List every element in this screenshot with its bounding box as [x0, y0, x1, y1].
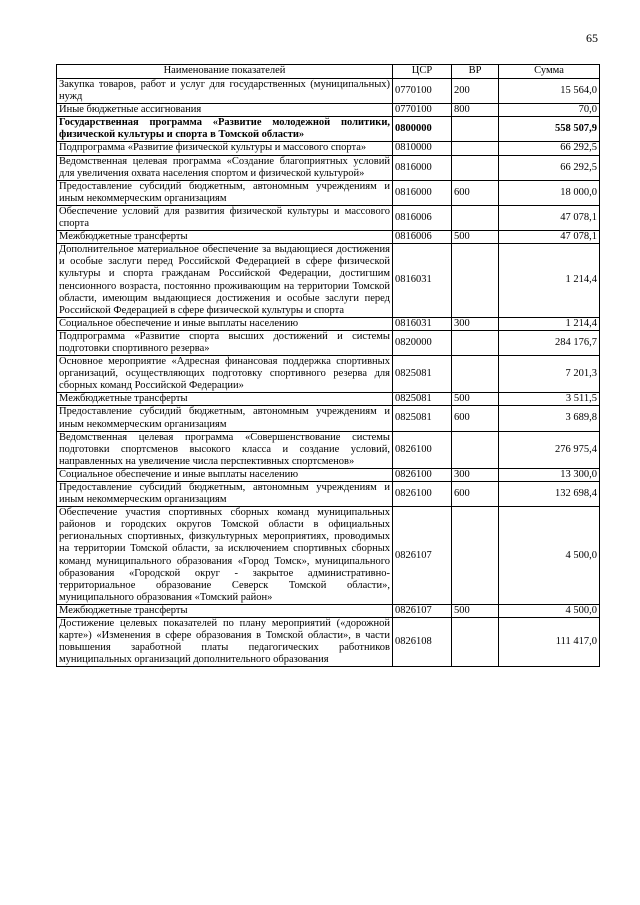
table-row [57, 104, 600, 117]
row-sum-cell: 4 500,0 [499, 507, 600, 605]
row-vr-cell [452, 618, 499, 667]
table-header-row [57, 65, 600, 79]
row-code-cell: 0816006 [393, 205, 452, 230]
row-name-cell: Подпрограмма «Развитие физической культуры и массового спорта» [57, 142, 393, 155]
row-vr-cell: 300 [452, 468, 499, 481]
table-row [57, 393, 600, 406]
table-row [57, 317, 600, 330]
row-sum-cell: 284 176,7 [499, 330, 600, 355]
row-name-cell: Обеспечение условий для развития физической культуры и массового спорта [57, 205, 393, 230]
row-vr-cell [452, 330, 499, 355]
row-sum-cell: 18 000,0 [499, 180, 600, 205]
row-code-cell: 0825081 [393, 393, 452, 406]
row-sum-cell: 1 214,4 [499, 317, 600, 330]
row-sum-cell: 13 300,0 [499, 468, 600, 481]
page-number: 65 [586, 31, 598, 45]
row-name-cell: Межбюджетные трансферты [57, 393, 393, 406]
row-vr-cell: 600 [452, 406, 499, 431]
row-name-cell: Ведомственная целевая программа «Создание благоприятных условий для увеличения охвата населения спортом и физической культурой» [57, 155, 393, 180]
row-vr-cell [452, 356, 499, 393]
row-name-cell: Обеспечение участия спортивных сборных команд муниципальных районов и городских округов Томской области в официальных региональных спортивных, физкультурных мероприятиях, проводимых на территории Томской области, за исключением спортивных сборных команд муниципального образования «Город Томск», муниципального образования «Городской округ - закрытое административно-территориальное образование Северск Томской области», муниципального образования «Томский район» [57, 507, 393, 605]
row-code-cell: 0770100 [393, 79, 452, 104]
row-sum-cell: 70,0 [499, 104, 600, 117]
row-code-cell: 0826100 [393, 468, 452, 481]
row-sum-cell: 15 564,0 [499, 79, 600, 104]
row-name-cell: Социальное обеспечение и иные выплаты населению [57, 468, 393, 481]
header-name: Наименование показателей [57, 65, 393, 79]
header-vr: ВР [452, 65, 499, 79]
row-code-cell: 0825081 [393, 406, 452, 431]
table-row [57, 142, 600, 155]
row-code-cell: 0826100 [393, 431, 452, 468]
row-name-cell: Социальное обеспечение и иные выплаты населению [57, 317, 393, 330]
row-sum-cell: 66 292,5 [499, 155, 600, 180]
row-vr-cell [452, 244, 499, 318]
row-sum-cell: 558 507,9 [499, 117, 600, 142]
row-name-cell: Предоставление субсидий бюджетным, автономным учреждениям и иным некоммерческим организациям [57, 406, 393, 431]
row-name-cell: Подпрограмма «Развитие спорта высших достижений и системы подготовки спортивного резерва» [57, 330, 393, 355]
table-row [57, 244, 600, 318]
row-sum-cell: 132 698,4 [499, 482, 600, 507]
row-code-cell: 0820000 [393, 330, 452, 355]
row-sum-cell: 276 975,4 [499, 431, 600, 468]
row-code-cell: 0826108 [393, 618, 452, 667]
row-vr-cell [452, 507, 499, 605]
row-sum-cell: 47 078,1 [499, 205, 600, 230]
header-code: ЦСР [393, 65, 452, 79]
row-sum-cell: 111 417,0 [499, 618, 600, 667]
table-row [57, 468, 600, 481]
row-code-cell: 0826100 [393, 482, 452, 507]
row-name-cell: Предоставление субсидий бюджетным, автономным учреждениям и иным некоммерческим организациям [57, 482, 393, 507]
table-row [57, 431, 600, 468]
row-name-cell: Закупка товаров, работ и услуг для государственных (муниципальных) нужд [57, 79, 393, 104]
row-vr-cell: 500 [452, 231, 499, 244]
row-vr-cell [452, 155, 499, 180]
row-vr-cell: 500 [452, 393, 499, 406]
header-sum: Сумма [499, 65, 600, 79]
row-vr-cell: 600 [452, 180, 499, 205]
row-vr-cell: 200 [452, 79, 499, 104]
row-name-cell: Предоставление субсидий бюджетным, автономным учреждениям и иным некоммерческим организациям [57, 180, 393, 205]
table-row [57, 356, 600, 393]
row-code-cell: 0770100 [393, 104, 452, 117]
table-row [57, 507, 600, 605]
row-sum-cell: 3 511,5 [499, 393, 600, 406]
row-name-cell: Основное мероприятие «Адресная финансовая поддержка спортивных организаций, осуществляющих подготовку спортивного резерва для сборных команд Российской Федерации» [57, 356, 393, 393]
row-name-cell: Иные бюджетные ассигнования [57, 104, 393, 117]
table-row [57, 205, 600, 230]
row-code-cell: 0816000 [393, 155, 452, 180]
table-row [57, 604, 600, 617]
row-sum-cell: 3 689,8 [499, 406, 600, 431]
row-sum-cell: 4 500,0 [499, 604, 600, 617]
row-vr-cell: 300 [452, 317, 499, 330]
row-code-cell: 0816006 [393, 231, 452, 244]
row-vr-cell: 600 [452, 482, 499, 507]
table-row [57, 482, 600, 507]
table-body [57, 79, 600, 667]
row-sum-cell: 66 292,5 [499, 142, 600, 155]
row-code-cell: 0800000 [393, 117, 452, 142]
table-row [57, 155, 600, 180]
row-code-cell: 0816000 [393, 180, 452, 205]
budget-table [56, 64, 600, 667]
row-vr-cell [452, 117, 499, 142]
row-name-cell: Ведомственная целевая программа «Совершенствование системы подготовки спортсменов высокого класса и создание условий, направленных на увеличение числа перспективных спортсменов» [57, 431, 393, 468]
row-name-cell: Межбюджетные трансферты [57, 231, 393, 244]
row-sum-cell: 47 078,1 [499, 231, 600, 244]
row-vr-cell [452, 142, 499, 155]
row-code-cell: 0826107 [393, 604, 452, 617]
row-vr-cell [452, 205, 499, 230]
row-vr-cell: 500 [452, 604, 499, 617]
table-row [57, 180, 600, 205]
row-vr-cell: 800 [452, 104, 499, 117]
row-name-cell: Межбюджетные трансферты [57, 604, 393, 617]
table-row [57, 406, 600, 431]
row-name-cell: Государственная программа «Развитие молодежной политики, физической культуры и спорта в Томской области» [57, 117, 393, 142]
row-name-cell: Дополнительное материальное обеспечение за выдающиеся достижения и особые заслуги перед Российской Федерацией в сфере физической культуры и спорта гражданам Российской Федерации, достигшим пенсионного возраста, постоянно проживающим на территории Томской области, имеющим выдающиеся достижения и особые заслуги перед Российской Федерацией в сфере физической культуры и спорта [57, 244, 393, 318]
table-row [57, 330, 600, 355]
row-name-cell: Достижение целевых показателей по плану мероприятий («дорожной карте») «Изменения в сфере образования в Томской области», в части повышения заработной платы педагогических работников муниципальных организаций дополнительного образования [57, 618, 393, 667]
row-code-cell: 0816031 [393, 317, 452, 330]
table-row [57, 79, 600, 104]
row-sum-cell: 1 214,4 [499, 244, 600, 318]
row-code-cell: 0826107 [393, 507, 452, 605]
row-code-cell: 0810000 [393, 142, 452, 155]
row-sum-cell: 7 201,3 [499, 356, 600, 393]
row-vr-cell [452, 431, 499, 468]
row-code-cell: 0816031 [393, 244, 452, 318]
table-row [57, 618, 600, 667]
table-row [57, 231, 600, 244]
table-row [57, 117, 600, 142]
row-code-cell: 0825081 [393, 356, 452, 393]
